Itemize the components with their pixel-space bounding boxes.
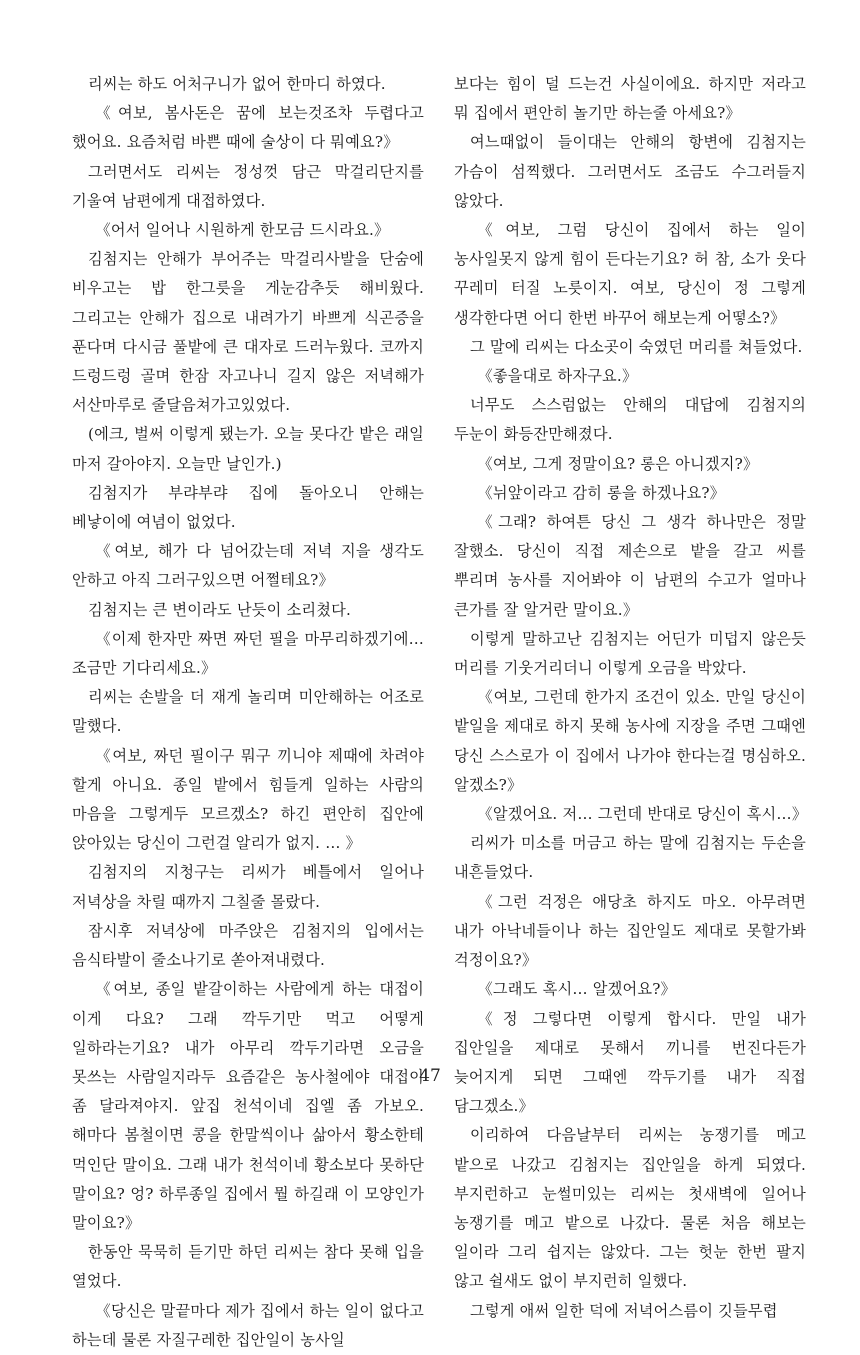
dialogue-paragraph: 《여보, 짜던 필이구 뭐구 끼니야 제때에 차려야 할게 아니요. 종일 밭에서 힘들게 일하는 사람의 마음을 그렇게두 모르겠소? 하긴 편안히 집안에 앉아있는 당신이 그런걸 알리가 없지. … 》 — [72, 746, 424, 853]
dialogue-paragraph: 《여보, 그럼 당신이 집에서 하는 일이 농사일못지 않게 힘이 든다는기요? 허 참, 소가 웃다 꾸레미 터질 노릇이지. 여보, 당신이 정 그렇게 생각한다면 어디 한번 바꾸어 해보는게 어떻소?》 — [454, 221, 806, 327]
dialogue-paragraph: 《여보, 그런데 한가지 조건이 있소. 만일 당신이 밭일을 제대로 하지 못해 농사에 지장을 주면 그때엔 당신 스스로가 이 집에서 나가야 한다는걸 명심하오. 알겠소?》 — [454, 688, 806, 794]
dialogue-paragraph: 《어서 일어나 시원하게 한모금 드시라요.》 — [95, 221, 390, 240]
page-number: 47 — [419, 1066, 441, 1086]
text-paragraph: 김첨지의 지청구는 리씨가 베틀에서 일어나 저녁상을 차릴 때까지 그칠줄 몰랐다. — [72, 863, 424, 911]
text-paragraph: 보다는 힘이 덜 드는건 사실이에요. 하지만 저라고 뭐 집에서 편안히 놀기만 하는줄 아세요?》 — [454, 75, 806, 123]
dialogue-paragraph: 《여보, 해가 다 넘어갔는데 저녁 지을 생각도 안하고 아직 그러구있으면 어쩔테요?》 — [72, 542, 424, 590]
text-paragraph: 김첨지는 안해가 부어주는 막걸리사발을 단숨에 비우고는 밥 한그릇을 게눈감추듯 해비웠다. 그리고는 안해가 집으로 내려가기 바쁘게 식곤증을 푼다며 다시금 풀밭에 큰 대자로 드러누웠다. 코까지 드렁드렁 골며 한잠 자고나니 길지 않은 저녁해가 서산마루로 줄달음쳐가고있었다. — [72, 250, 424, 415]
text-paragraph: 리씨가 미소를 머금고 하는 말에 김첨지는 두손을 내흔들었다. — [454, 834, 806, 882]
text-paragraph: 너무도 스스럼없는 안해의 대답에 김첨지의 두눈이 화등잔만해졌다. — [454, 396, 806, 444]
text-paragraph: 한동안 묵묵히 듣기만 하던 리씨는 참다 못해 입을 열었다. — [72, 1243, 424, 1291]
text-paragraph: 그러면서도 리씨는 정성껏 담근 막걸리단지를 기울여 남편에게 대접하였다. — [72, 162, 424, 210]
left-text-column — [72, 70, 424, 1355]
text-paragraph: 리씨는 하도 어처구니가 없어 한마디 하였다. — [87, 75, 386, 93]
dialogue-paragraph: 《뉘앞이라고 감히 롱을 하겠나요?》 — [477, 483, 726, 502]
dialogue-paragraph: 《좋을대로 하자구요.》 — [477, 367, 638, 386]
text-paragraph: 그 말에 리씨는 다소곳이 숙였던 머리를 쳐들었다. — [469, 337, 803, 356]
dialogue-paragraph: 《그래도 혹시… 알겠어요?》 — [477, 980, 676, 999]
dialogue-paragraph: 《이제 한자만 짜면 짜던 필을 마무리하겠기에… 조금만 기다리세요.》 — [72, 629, 424, 678]
dialogue-paragraph: 《그런 걱정은 애당초 하지도 마오. 아무려면 내가 아낙네들이나 하는 집안일도 제대로 못할가봐 걱정이요?》 — [454, 892, 806, 970]
text-paragraph: 리씨는 손발을 더 재게 놀리며 미안해하는 어조로 말했다. — [72, 688, 424, 736]
text-paragraph: 이렇게 말하고난 김첨지는 어딘가 미덥지 않은듯 머리를 기웃거리더니 이렇게 오금을 박았다. — [454, 629, 806, 678]
dialogue-paragraph: 《정 그렇다면 이렇게 합시다. 만일 내가 집안일을 제대로 못해서 끼니를 번진다든가 늦어지게 되면 그때엔 깍두기를 내가 직접 담그겠소.》 — [454, 1009, 806, 1116]
dialogue-paragraph: 《알겠어요. 저… 그런데 반대로 당신이 혹시…》 — [477, 805, 808, 824]
text-paragraph: 잠시후 저녁상에 마주앉은 김첨지의 입에서는 음식타발이 줄소나기로 쏟아져내렸다. — [72, 921, 424, 970]
text-paragraph: 이리하여 다음날부터 리씨는 농쟁기를 메고 밭으로 나갔고 김첨지는 집안일을 하게 되였다. 부지런하고 눈썰미있는 리씨는 첫새벽에 일어나 농쟁기를 메고 밭으로 나갔다. 물론 처음 해보는 일이라 그리 쉽지는 않았다. 그는 헛눈 한번 팔지 않고 쉴새도 없이 부지런히 일했다. — [454, 1126, 806, 1291]
dialogue-paragraph: 《여보, 그게 정말이요? 롱은 아니겠지?》 — [477, 454, 759, 473]
text-paragraph: 김첨지가 부랴부랴 집에 돌아오니 안해는 베낳이에 여념이 없었다. — [72, 483, 424, 532]
text-paragraph: (에크, 벌써 이렇게 됐는가. 오늘 못다간 밭은 래일 마저 갈아야지. 오늘만 날인가.) — [72, 425, 424, 473]
text-paragraph: 그렇게 애써 일한 덕에 저녁어스름이 깃들무렵 — [469, 1301, 778, 1320]
dialogue-paragraph: 《그래? 하여튼 당신 그 생각 하나만은 정말 잘했소. 당신이 직접 제손으로 밭을 갈고 씨를 뿌리며 농사를 지어봐야 이 남편의 수고가 얼마나 큰가를 잘 알거란 말이요.》 — [454, 513, 806, 619]
right-text-column — [454, 70, 806, 1326]
dialogue-paragraph: 《여보, 봄사돈은 꿈에 보는것조차 두렵다고 했어요. 요즘처럼 바쁜 때에 술상이 다 뭐예요?》 — [72, 104, 424, 152]
text-paragraph: 김첨지는 큰 변이라도 난듯이 소리쳤다. — [87, 600, 352, 619]
dialogue-paragraph: 《여보, 종일 밭갈이하는 사람에게 하는 대접이 이게 다요? 그래 깍두기만 먹고 어떻게 일하라는기요? 내가 아무리 깍두기라면 오금을 못쓰는 사람일지라두 요즘같은 농사철에야 대접이 좀 달라져야지. 앞집 천석이네 집엘 좀 가보오. 해마다 봄철이면 콩을 한말씩이나 삶아서 황소한테 먹인단 말이요. 그래 내가 천석이네 황소보다 못하단 말이요? 엉? 하루종일 집에서 뭘 하길래 이 모양인가 말이요?》 — [72, 980, 424, 1232]
dialogue-paragraph: 《당신은 말끝마다 제가 집에서 하는 일이 없다고 하는데 물론 자질구레한 집안일이 농사일 — [72, 1301, 424, 1349]
text-paragraph: 여느때없이 들이대는 안해의 항변에 김첨지는 가슴이 섬찍했다. 그러면서도 조금도 수그러들지 않았다. — [454, 133, 806, 210]
